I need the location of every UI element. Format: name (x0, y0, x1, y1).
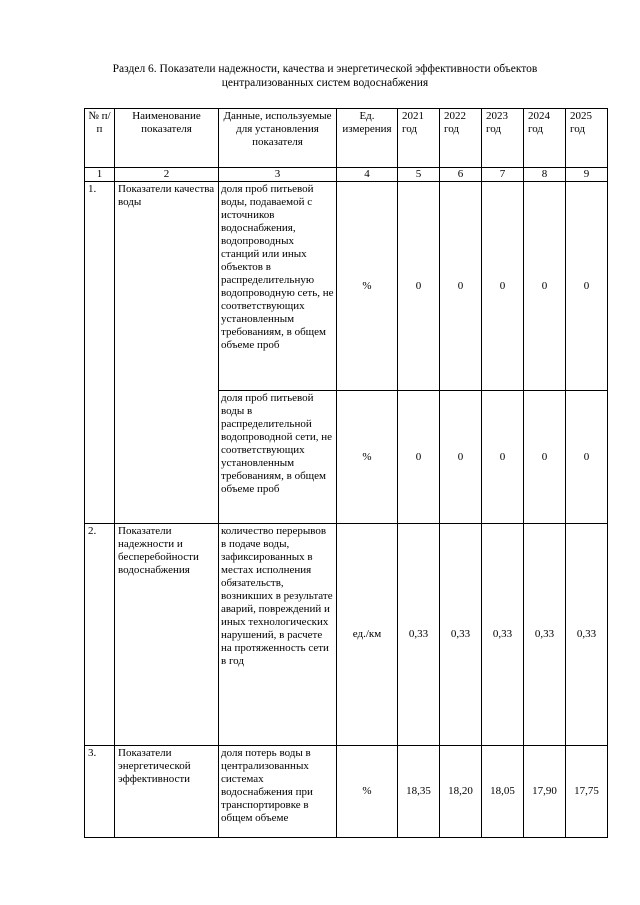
col-number: 5 (398, 168, 440, 182)
indicators-table (84, 108, 608, 838)
indicator-data: количество перерывов в подаче воды, зафиксированных в местах исполнения обязательств, возникших в результате аварий, повреждений и иных технологических нарушений, в расчете на протяженность сети в год (219, 524, 337, 746)
value-2022: 0 (440, 182, 482, 391)
col-header-2025: 2025 год (566, 109, 608, 168)
value-2022: 18,20 (440, 746, 482, 838)
indicator-data: доля потерь воды в централизованных системах водоснабжения при транспортировке в общем объеме (219, 746, 337, 838)
unit-cell: % (337, 746, 398, 838)
unit-cell: % (337, 182, 398, 391)
col-number: 1 (85, 168, 115, 182)
header-row (85, 109, 608, 168)
indicator-data: доля проб питьевой воды в распределительной водопроводной сети, не соответствующих установленным требованиям, в общем объеме проб (219, 391, 337, 524)
value-2023: 0,33 (482, 524, 524, 746)
value-2025: 17,75 (566, 746, 608, 838)
value-2021: 0,33 (398, 524, 440, 746)
section-heading-line1: Раздел 6. Показатели надежности, качества и энергетической эффективности объектов (112, 63, 538, 75)
col-header-num: № п/п (85, 109, 115, 168)
value-2025: 0,33 (566, 524, 608, 746)
value-2022: 0 (440, 391, 482, 524)
unit-cell: ед./км (337, 524, 398, 746)
col-header-2024: 2024 год (524, 109, 566, 168)
table-row (85, 746, 608, 838)
col-number: 8 (524, 168, 566, 182)
row-number: 3. (85, 746, 115, 838)
col-header-2021: 2021 год (398, 109, 440, 168)
col-number: 6 (440, 168, 482, 182)
column-number-row (85, 168, 608, 182)
section-heading (60, 62, 590, 90)
indicator-name: Показатели качества воды (115, 182, 219, 524)
value-2025: 0 (566, 182, 608, 391)
col-header-2023: 2023 год (482, 109, 524, 168)
table-row (85, 524, 608, 746)
unit-cell: % (337, 391, 398, 524)
indicator-name: Показатели энергетической эффективности (115, 746, 219, 838)
value-2021: 18,35 (398, 746, 440, 838)
value-2024: 17,90 (524, 746, 566, 838)
col-number: 2 (115, 168, 219, 182)
col-number: 4 (337, 168, 398, 182)
col-number: 7 (482, 168, 524, 182)
value-2021: 0 (398, 391, 440, 524)
value-2021: 0 (398, 182, 440, 391)
value-2024: 0,33 (524, 524, 566, 746)
value-2023: 0 (482, 391, 524, 524)
table-row (85, 182, 608, 391)
value-2022: 0,33 (440, 524, 482, 746)
col-header-name: Наименование показателя (115, 109, 219, 168)
value-2023: 18,05 (482, 746, 524, 838)
value-2025: 0 (566, 391, 608, 524)
indicator-data: доля проб питьевой воды, подаваемой с источников водоснабжения, водопроводных станций или иных объектов в распределительную водопроводную сеть, не соответствующих установленным требованиям, в общем объеме проб (219, 182, 337, 391)
col-number: 9 (566, 168, 608, 182)
col-header-unit: Ед. измерения (337, 109, 398, 168)
section-heading-line2: централизованных систем водоснабжения (221, 77, 429, 89)
col-header-data: Данные, используемые для установления показателя (219, 109, 337, 168)
value-2024: 0 (524, 182, 566, 391)
value-2023: 0 (482, 182, 524, 391)
value-2024: 0 (524, 391, 566, 524)
row-number: 2. (85, 524, 115, 746)
indicator-name: Показатели надежности и бесперебойности водоснабжения (115, 524, 219, 746)
col-header-2022: 2022 год (440, 109, 482, 168)
row-number: 1. (85, 182, 115, 524)
col-number: 3 (219, 168, 337, 182)
